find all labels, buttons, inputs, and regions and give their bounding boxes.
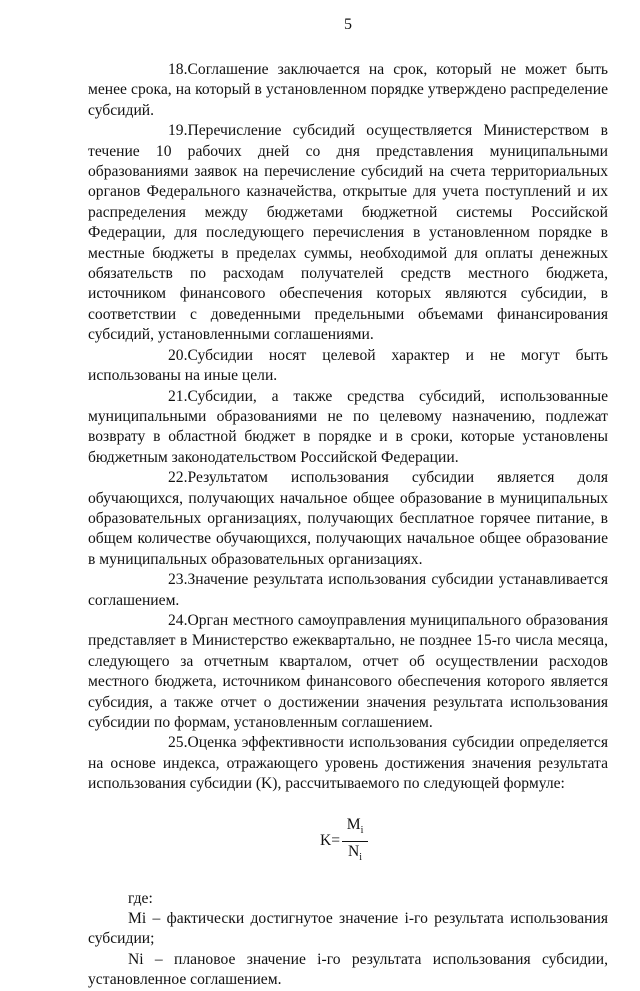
paragraph-text: Орган местного самоуправления муниципального образования представляет в Министерство ежеквартально, не позднее 15-го числа месяца, следующего за отчетным кварталом, отчет об осуществлении расходов местного бюджета, источником финансового обеспечения которого является субсидия, а также отчет о достижении значения результата использования субсидии по формам, установленным соглашением.: [88, 611, 608, 731]
paragraph-number: 23.: [168, 571, 188, 589]
numerator-subscript: i: [360, 824, 364, 836]
paragraph-number: 18.: [168, 61, 188, 78]
paragraph-text: Соглашение заключается на срок, который не может быть менее срока, на который в установленном порядке утверждено распределение субсидий.: [88, 61, 608, 119]
where-label: где:: [128, 889, 153, 907]
page-number: 5: [344, 16, 352, 33]
paragraph-18: [88, 60, 608, 121]
paragraph-number: 20.: [168, 346, 188, 364]
paragraph-23: [88, 570, 608, 611]
denominator-subscript: i: [359, 851, 363, 863]
denominator-symbol: N: [348, 842, 360, 860]
paragraph-19: [88, 121, 608, 345]
paragraph-number: 24.: [168, 611, 188, 629]
paragraph-text: Субсидии, а также средства субсидий, использованные муниципальными образованиями не по целевому назначению, подлежат возврату в областной бюджет в порядке и в сроки, которые установлены бюджетным законодательством Российской Федерации.: [88, 387, 608, 466]
formula-numerator: [345, 815, 366, 841]
paragraph-text: Оценка эффективности использования субсидии определяется на основе индекса, отражающего уровень достижения значения результата использования субсидии (K), рассчитываемого по следующей формуле:: [88, 734, 608, 793]
formula-expression: [320, 815, 368, 868]
formula: [88, 809, 608, 871]
paragraph-text: Результатом использования субсидии является доля обучающихся, получающих начальное общее образование в муниципальных образовательных организациях, получающих бесплатное горячее питание, в общем количестве обучающихся, получающих начальное общее образование в муниципальных образовательных организациях.: [88, 469, 608, 568]
paragraph-number: 25.: [168, 734, 188, 752]
definition-mi: Mi – фактически достигнутое значение i-го результата использования субсидии;: [88, 910, 608, 948]
document-body: [88, 60, 608, 991]
paragraph-number: 22.: [168, 469, 188, 487]
paragraph-text: Перечисление субсидий осуществляется Министерством в течение 10 рабочих дней со дня представления муниципальными образованиями заявок на перечисление субсидий на счета территориальных органов Федерального казначейства, открытые для учета поступлений и их распределения между бюджетами бюджетной системы Российской Федерации, для последующего перечисления в установленном порядке в местные бюджеты в пределах суммы, необходимой для оплаты денежных обязательств по расходам получателей средств местного бюджета, источником финансового обеспечения которых являются субсидии, в соответствии с доведенными предельными объемами финансирования субсидий, установленными соглашениями.: [88, 122, 608, 344]
numerator-symbol: M: [346, 815, 361, 833]
formula-denominator: [346, 842, 364, 868]
paragraph-24: [88, 611, 608, 733]
definition-ni: Ni – плановое значение i-го результата использования субсидии, установленное соглашением.: [88, 950, 608, 989]
paragraph-number: 21.: [168, 387, 188, 405]
paragraph-20: [88, 346, 608, 387]
paragraph-22: [88, 468, 608, 570]
paragraph-text: Субсидии носят целевой характер и не могут быть использованы на иные цели.: [88, 346, 608, 385]
formula-lhs: K=: [320, 832, 341, 850]
paragraph-25: [88, 733, 608, 794]
paragraph-text: Значение результата использования субсидии устанавливается соглашением.: [88, 571, 608, 609]
paragraph-number: 19.: [168, 122, 188, 140]
formula-fraction: [342, 815, 368, 868]
paragraph-21: [88, 387, 608, 469]
